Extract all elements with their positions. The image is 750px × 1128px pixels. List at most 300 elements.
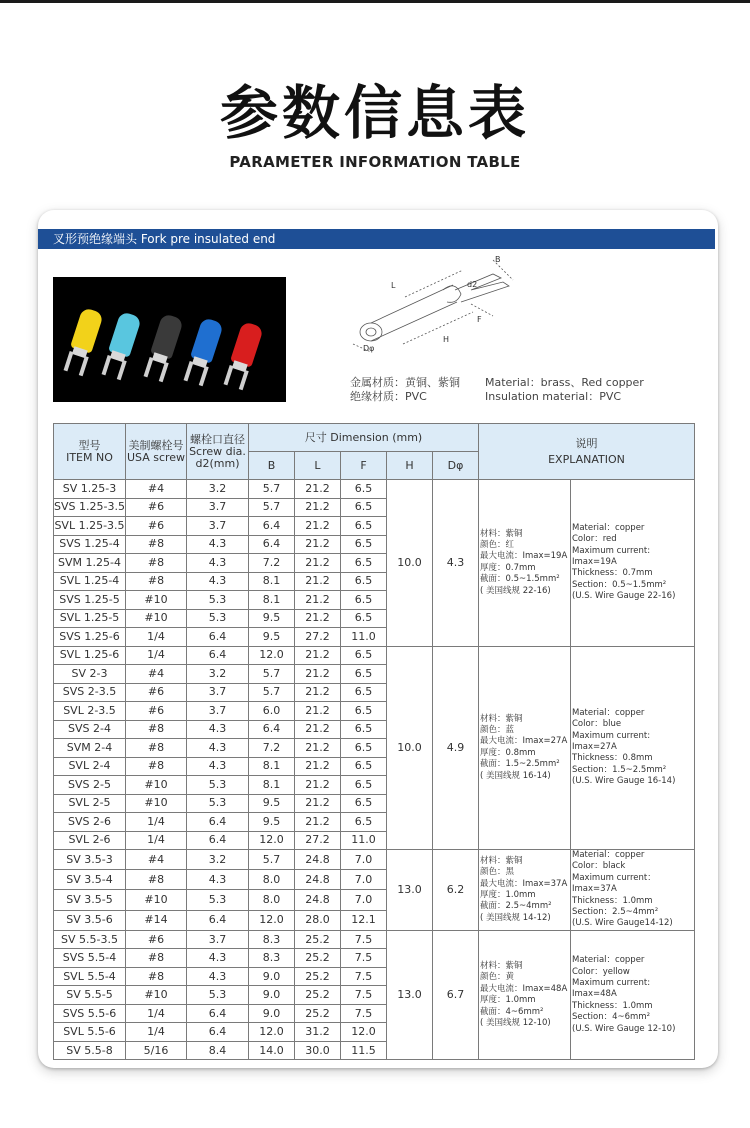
- cell-f: 6.5: [341, 739, 387, 758]
- cell-item: SV 5.5-3.5: [54, 930, 126, 949]
- cell-b: 9.5: [249, 628, 295, 647]
- cell-b: 9.5: [249, 609, 295, 628]
- cell-item: SVM 2-4: [54, 739, 126, 758]
- cell-item: SV 3.5-5: [54, 890, 126, 910]
- cell-usa: #6: [126, 683, 187, 702]
- header-usa-screw: [126, 424, 187, 480]
- cell-item: SV 1.25-3: [54, 480, 126, 499]
- cell-b: 12.0: [249, 1023, 295, 1042]
- cell-usa: #8: [126, 720, 187, 739]
- cell-l: 21.2: [295, 683, 341, 702]
- cell-item: SVS 2-6: [54, 813, 126, 832]
- explanation-en-line: Maximum current:: [572, 545, 651, 556]
- diagram-label-h: H: [443, 335, 450, 344]
- explanation-en-line: Thickness：1.0mm: [572, 895, 653, 906]
- cell-screw: 4.3: [187, 870, 249, 890]
- cell-screw: 8.4: [187, 1041, 249, 1060]
- cell-l: 21.2: [295, 646, 341, 665]
- cell-h: 13.0: [387, 850, 433, 931]
- cell-usa: #10: [126, 794, 187, 813]
- header-explanation: [479, 424, 695, 480]
- explanation-cn-line: 最大电流：Imax=19A: [480, 551, 568, 562]
- cell-b: 12.0: [249, 646, 295, 665]
- cell-f: 7.0: [341, 850, 387, 870]
- cell-item: SVL 1.25-4: [54, 572, 126, 591]
- explanation-en-line: Section：1.5~2.5mm²: [572, 764, 667, 775]
- explanation-cn: [479, 646, 571, 850]
- cell-usa: #4: [126, 850, 187, 870]
- cell-usa: #6: [126, 702, 187, 721]
- cell-b: 8.3: [249, 930, 295, 949]
- terminal-prong: [117, 360, 127, 380]
- cell-f: 11.0: [341, 628, 387, 647]
- cell-item: SV 5.5-5: [54, 986, 126, 1005]
- header-item-en: ITEM NO: [66, 450, 113, 464]
- cell-b: 7.2: [249, 554, 295, 573]
- cell-item: SV 2-3: [54, 665, 126, 684]
- explanation-cn-line: 截面：2.5~4mm²: [480, 901, 552, 912]
- cell-b: 9.5: [249, 794, 295, 813]
- cell-screw: 3.7: [187, 498, 249, 517]
- explanation-en-line: Section：2.5~4mm²: [572, 907, 659, 918]
- terminal-prong: [79, 356, 89, 376]
- explanation-cn-line: 颜色：黄: [480, 972, 515, 983]
- cell-item: SV 3.5-3: [54, 850, 126, 870]
- cell-l: 21.2: [295, 702, 341, 721]
- cell-f: 6.5: [341, 683, 387, 702]
- cell-screw: 5.3: [187, 794, 249, 813]
- cell-l: 31.2: [295, 1023, 341, 1042]
- cell-b: 6.4: [249, 720, 295, 739]
- cell-item: SV 3.5-4: [54, 870, 126, 890]
- cell-screw: 3.7: [187, 930, 249, 949]
- explanation-cn-line: 材料：紫铜: [480, 855, 523, 866]
- cell-b: 7.2: [249, 739, 295, 758]
- diagram-label-f: F: [477, 315, 482, 324]
- explanation-en-line: (U.S. Wire Gauge 22-16): [572, 591, 676, 602]
- cell-l: 21.2: [295, 757, 341, 776]
- explanation-en: [571, 646, 695, 850]
- cell-f: 6.5: [341, 554, 387, 573]
- explanation-en-line: Color：black: [572, 861, 626, 872]
- header-dimension: 尺寸 Dimension (mm): [249, 424, 479, 452]
- explanation-en: [571, 930, 695, 1060]
- cell-screw: 3.7: [187, 517, 249, 536]
- cell-l: 24.8: [295, 850, 341, 870]
- explanation-en-line: Color：blue: [572, 719, 622, 730]
- cell-screw: 3.2: [187, 850, 249, 870]
- cell-item: SVS 1.25-6: [54, 628, 126, 647]
- cell-usa: #10: [126, 776, 187, 795]
- cell-h: 10.0: [387, 646, 433, 850]
- explanation-cn-line: 最大电流：Imax=37A: [480, 878, 568, 889]
- explanation-en-line: Thickness：0.7mm: [572, 568, 653, 579]
- cell-usa: #8: [126, 870, 187, 890]
- explanation-cn-line: 材料：紫铜: [480, 960, 523, 971]
- cell-usa: #14: [126, 910, 187, 930]
- cell-f: 11.5: [341, 1041, 387, 1060]
- cell-f: 6.5: [341, 794, 387, 813]
- explanation-en-line: Material：copper: [572, 955, 645, 966]
- cell-screw: 4.3: [187, 739, 249, 758]
- material-en: [485, 376, 644, 404]
- explanation-en-line: Material：copper: [572, 850, 645, 860]
- cell-l: 21.2: [295, 480, 341, 499]
- explanation-cn-line: 截面：0.5~1.5mm²: [480, 574, 560, 585]
- cell-screw: 5.3: [187, 776, 249, 795]
- cell-l: 25.2: [295, 967, 341, 986]
- cell-b: 6.4: [249, 535, 295, 554]
- cell-b: 6.0: [249, 702, 295, 721]
- cell-f: 12.1: [341, 910, 387, 930]
- explanation-cn-line: 截面：1.5~2.5mm²: [480, 759, 560, 770]
- terminal-prong: [224, 365, 234, 385]
- explanation-cn: [479, 930, 571, 1060]
- header-d: Dφ: [433, 452, 479, 480]
- cell-screw: 6.4: [187, 831, 249, 850]
- explanation-en-line: Color：yellow: [572, 966, 630, 977]
- explanation-cn-line: ( 美国线规 12-10): [480, 1017, 551, 1028]
- diagram-label-d2: d2: [467, 280, 478, 289]
- cell-b: 8.0: [249, 890, 295, 910]
- cell-item: SVS 5.5-6: [54, 1004, 126, 1023]
- explanation-cn: [479, 480, 571, 647]
- table-row: [54, 850, 695, 870]
- explanation-cn: [479, 850, 571, 931]
- cell-f: 6.5: [341, 757, 387, 776]
- cell-l: 24.8: [295, 870, 341, 890]
- cell-usa: #8: [126, 739, 187, 758]
- cell-screw: 5.3: [187, 986, 249, 1005]
- explanation-en: [571, 850, 695, 931]
- cell-screw: 6.4: [187, 813, 249, 832]
- terminal-prong: [184, 361, 194, 381]
- header-item-cn: 型号: [78, 438, 101, 452]
- cell-l: 21.2: [295, 554, 341, 573]
- explanation-en-line: Section：4~6mm²: [572, 1012, 650, 1023]
- cell-f: 7.0: [341, 870, 387, 890]
- cell-usa: #8: [126, 554, 187, 573]
- cell-l: 30.0: [295, 1041, 341, 1060]
- explanation-en-line: (U.S. Wire Gauge 16-14): [572, 776, 676, 787]
- cell-l: 27.2: [295, 831, 341, 850]
- cell-b: 8.3: [249, 949, 295, 968]
- cell-h: 10.0: [387, 480, 433, 647]
- cell-usa: 1/4: [126, 813, 187, 832]
- cell-f: 12.0: [341, 1023, 387, 1042]
- cell-usa: 5/16: [126, 1041, 187, 1060]
- material-en-metal: Material：brass、Red copper: [485, 376, 644, 389]
- material-cn-metal: 金属材质：黄铜、紫铜: [350, 376, 460, 389]
- cell-b: 5.7: [249, 498, 295, 517]
- cell-item: SVL 1.25-3.5: [54, 517, 126, 536]
- cell-screw: 6.4: [187, 628, 249, 647]
- material-en-insulation: Insulation material：PVC: [485, 390, 622, 403]
- cell-usa: #10: [126, 609, 187, 628]
- cell-item: SV 3.5-6: [54, 910, 126, 930]
- header-item-no: [54, 424, 126, 480]
- cell-f: 7.5: [341, 1004, 387, 1023]
- material-cn: [350, 376, 460, 404]
- cell-f: 6.5: [341, 813, 387, 832]
- cell-b: 8.1: [249, 757, 295, 776]
- cell-usa: 1/4: [126, 646, 187, 665]
- cell-f: 7.5: [341, 949, 387, 968]
- cell-l: 25.2: [295, 1004, 341, 1023]
- cell-d: 6.7: [433, 930, 479, 1060]
- cell-b: 8.1: [249, 591, 295, 610]
- terminal-prong: [102, 355, 112, 375]
- cell-usa: 1/4: [126, 1004, 187, 1023]
- cell-item: SVS 2-4: [54, 720, 126, 739]
- explanation-cn-line: ( 美国线规 22-16): [480, 585, 551, 596]
- explanation-en-line: (U.S. Wire Gauge14-12): [572, 918, 673, 929]
- cell-f: 6.5: [341, 776, 387, 795]
- cell-screw: 3.2: [187, 665, 249, 684]
- cell-item: SV 5.5-8: [54, 1041, 126, 1060]
- explanation-en-line: Material：copper: [572, 707, 645, 718]
- cell-item: SVL 1.25-5: [54, 609, 126, 628]
- terminal-prong: [159, 362, 169, 382]
- section-title-bar: 叉形预绝缘端头 Fork pre insulated end: [38, 229, 715, 249]
- cell-item: SVL 2-5: [54, 794, 126, 813]
- cell-l: 21.2: [295, 776, 341, 795]
- header-expl-cn: 说明: [575, 436, 598, 450]
- cell-b: 6.4: [249, 517, 295, 536]
- terminal-prong: [64, 351, 74, 371]
- header-h: H: [387, 452, 433, 480]
- cell-b: 14.0: [249, 1041, 295, 1060]
- cell-screw: 4.3: [187, 967, 249, 986]
- cell-f: 6.5: [341, 572, 387, 591]
- cell-f: 6.5: [341, 535, 387, 554]
- cell-b: 5.7: [249, 850, 295, 870]
- explanation-en-line: Thickness：0.8mm: [572, 753, 653, 764]
- cell-usa: #8: [126, 572, 187, 591]
- cell-item: SVL 1.25-6: [54, 646, 126, 665]
- cell-l: 21.2: [295, 794, 341, 813]
- header-l: L: [295, 452, 341, 480]
- table-row: [54, 930, 695, 949]
- cell-b: 9.0: [249, 986, 295, 1005]
- explanation-en-line: Imax=48A: [572, 989, 617, 1000]
- header-screw-cn: 螺栓口直径: [190, 432, 245, 446]
- cell-d: 4.3: [433, 480, 479, 647]
- cell-usa: #4: [126, 480, 187, 499]
- cell-h: 13.0: [387, 930, 433, 1060]
- header-screw-en2: d2(mm): [195, 456, 240, 470]
- barrel-front: [360, 323, 382, 341]
- cell-screw: 4.3: [187, 554, 249, 573]
- header-b: B: [249, 452, 295, 480]
- cell-f: 7.5: [341, 967, 387, 986]
- terminal-prong: [199, 366, 209, 386]
- cell-l: 21.2: [295, 591, 341, 610]
- material-cn-insulation: 绝缘材质：PVC: [350, 390, 427, 403]
- cell-screw: 3.2: [187, 480, 249, 499]
- cell-l: 28.0: [295, 910, 341, 930]
- cell-screw: 6.4: [187, 646, 249, 665]
- cell-usa: #8: [126, 949, 187, 968]
- cell-usa: #8: [126, 535, 187, 554]
- cell-screw: 4.3: [187, 757, 249, 776]
- page-title: 参数信息表: [219, 79, 530, 147]
- cell-l: 25.2: [295, 986, 341, 1005]
- cell-screw: 4.3: [187, 572, 249, 591]
- cell-f: 7.0: [341, 890, 387, 910]
- cell-l: 21.2: [295, 572, 341, 591]
- header-usa-en: USA screw: [126, 450, 186, 464]
- cell-item: SVS 5.5-4: [54, 949, 126, 968]
- explanation-en-line: Thickness：1.0mm: [572, 1000, 653, 1011]
- cell-f: 6.5: [341, 517, 387, 536]
- explanation-cn-line: 最大电流：Imax=27A: [480, 736, 568, 747]
- cell-item: SVS 2-3.5: [54, 683, 126, 702]
- cell-f: 11.0: [341, 831, 387, 850]
- cell-b: 9.5: [249, 813, 295, 832]
- explanation-cn-line: 最大电流：Imax=48A: [480, 983, 568, 994]
- cell-screw: 4.3: [187, 720, 249, 739]
- product-photo: [53, 277, 286, 402]
- cell-b: 9.0: [249, 967, 295, 986]
- cell-usa: #8: [126, 757, 187, 776]
- explanation-cn-line: 颜色：蓝: [480, 724, 515, 735]
- explanation-en-line: Maximum current:: [572, 730, 651, 741]
- explanation-cn-line: ( 美国线规 16-14): [480, 770, 551, 781]
- cell-screw: 5.3: [187, 609, 249, 628]
- header-usa-cn: 美制螺栓号: [128, 438, 184, 452]
- cell-screw: 5.3: [187, 890, 249, 910]
- cell-screw: 6.4: [187, 1023, 249, 1042]
- explanation-en: [571, 480, 695, 647]
- cell-usa: 1/4: [126, 628, 187, 647]
- explanation-en-line: Imax=19A: [572, 557, 617, 568]
- cell-b: 5.7: [249, 665, 295, 684]
- cell-l: 25.2: [295, 930, 341, 949]
- terminal-prong: [239, 370, 249, 390]
- cell-f: 7.5: [341, 930, 387, 949]
- header-screw-en1: Screw dia.: [189, 444, 246, 458]
- explanation-en-line: Material：copper: [572, 522, 645, 533]
- cell-l: 21.2: [295, 813, 341, 832]
- table-row: [54, 480, 695, 499]
- cell-l: 21.2: [295, 720, 341, 739]
- cell-item: SVL 2-6: [54, 831, 126, 850]
- cell-b: 8.0: [249, 870, 295, 890]
- cell-l: 21.2: [295, 739, 341, 758]
- table-row: [54, 646, 695, 665]
- cell-l: 25.2: [295, 949, 341, 968]
- cell-screw: 4.3: [187, 949, 249, 968]
- cell-f: 6.5: [341, 609, 387, 628]
- top-border-line: [0, 0, 750, 3]
- explanation-en-line: Maximum current：Imax=37A: [572, 872, 656, 895]
- cell-screw: 6.4: [187, 910, 249, 930]
- explanation-cn-line: 厚度：1.0mm: [480, 995, 536, 1006]
- explanation-cn-line: 厚度：0.7mm: [480, 562, 536, 573]
- cell-d: 6.2: [433, 850, 479, 931]
- cell-b: 12.0: [249, 910, 295, 930]
- cell-screw: 3.7: [187, 702, 249, 721]
- diagram-label-b: B: [495, 255, 501, 264]
- explanation-en-line: Color：red: [572, 534, 617, 545]
- cell-item: SVL 5.5-4: [54, 967, 126, 986]
- cell-f: 6.5: [341, 702, 387, 721]
- cell-usa: 1/4: [126, 1023, 187, 1042]
- cell-f: 7.5: [341, 986, 387, 1005]
- explanation-cn-line: 材料：紫铜: [480, 528, 523, 539]
- cell-f: 6.5: [341, 720, 387, 739]
- cell-usa: #6: [126, 930, 187, 949]
- header-expl-en: EXPLANATION: [548, 452, 625, 466]
- fork-terminal-diagram: [343, 252, 523, 367]
- cell-b: 9.0: [249, 1004, 295, 1023]
- cell-l: 27.2: [295, 628, 341, 647]
- explanation-en-line: (U.S. Wire Gauge 12-10): [572, 1023, 676, 1034]
- cell-usa: #8: [126, 967, 187, 986]
- cell-f: 6.5: [341, 665, 387, 684]
- cell-screw: 4.3: [187, 535, 249, 554]
- cell-screw: 3.7: [187, 683, 249, 702]
- cell-item: SVS 1.25-5: [54, 591, 126, 610]
- cell-usa: #6: [126, 517, 187, 536]
- cell-f: 6.5: [341, 480, 387, 499]
- explanation-cn-line: 颜色：红: [480, 539, 515, 550]
- cell-usa: #4: [126, 665, 187, 684]
- cell-l: 24.8: [295, 890, 341, 910]
- cell-usa: 1/4: [126, 831, 187, 850]
- page-subtitle: PARAMETER INFORMATION TABLE: [229, 153, 521, 171]
- diagram-label-d: Dφ: [363, 344, 375, 353]
- explanation-en-line: Imax=27A: [572, 742, 617, 753]
- cell-usa: #10: [126, 986, 187, 1005]
- cell-b: 5.7: [249, 480, 295, 499]
- explanation-cn-line: 材料：紫铜: [480, 713, 523, 724]
- diagram-label-l: L: [391, 281, 396, 290]
- cell-b: 8.1: [249, 572, 295, 591]
- cell-f: 6.5: [341, 591, 387, 610]
- cell-l: 21.2: [295, 517, 341, 536]
- cell-b: 8.1: [249, 776, 295, 795]
- cell-item: SVL 2-4: [54, 757, 126, 776]
- explanation-cn-line: 厚度：1.0mm: [480, 889, 536, 900]
- cell-l: 21.2: [295, 498, 341, 517]
- cell-l: 21.2: [295, 665, 341, 684]
- cell-item: SVS 1.25-3.5: [54, 498, 126, 517]
- explanation-cn-line: 厚度：0.8mm: [480, 747, 536, 758]
- cell-l: 21.2: [295, 609, 341, 628]
- cell-item: SVS 1.25-4: [54, 535, 126, 554]
- cell-item: SVL 2-3.5: [54, 702, 126, 721]
- cell-b: 5.7: [249, 683, 295, 702]
- cell-usa: #6: [126, 498, 187, 517]
- explanation-cn-line: 截面：4~6mm²: [480, 1006, 544, 1017]
- cell-l: 21.2: [295, 535, 341, 554]
- cell-screw: 6.4: [187, 1004, 249, 1023]
- explanation-cn-line: ( 美国线规 14-12): [480, 912, 551, 923]
- explanation-en-line: Section：0.5~1.5mm²: [572, 579, 667, 590]
- header-screw-dia: [187, 424, 249, 480]
- cell-usa: #10: [126, 890, 187, 910]
- terminal-prong: [144, 357, 154, 377]
- explanation-en-line: Maximum current:: [572, 977, 651, 988]
- cell-item: SVM 1.25-4: [54, 554, 126, 573]
- explanation-cn-line: 颜色：黑: [480, 867, 515, 878]
- cell-b: 12.0: [249, 831, 295, 850]
- header-f: F: [341, 452, 387, 480]
- cell-screw: 5.3: [187, 591, 249, 610]
- cell-item: SVL 5.5-6: [54, 1023, 126, 1042]
